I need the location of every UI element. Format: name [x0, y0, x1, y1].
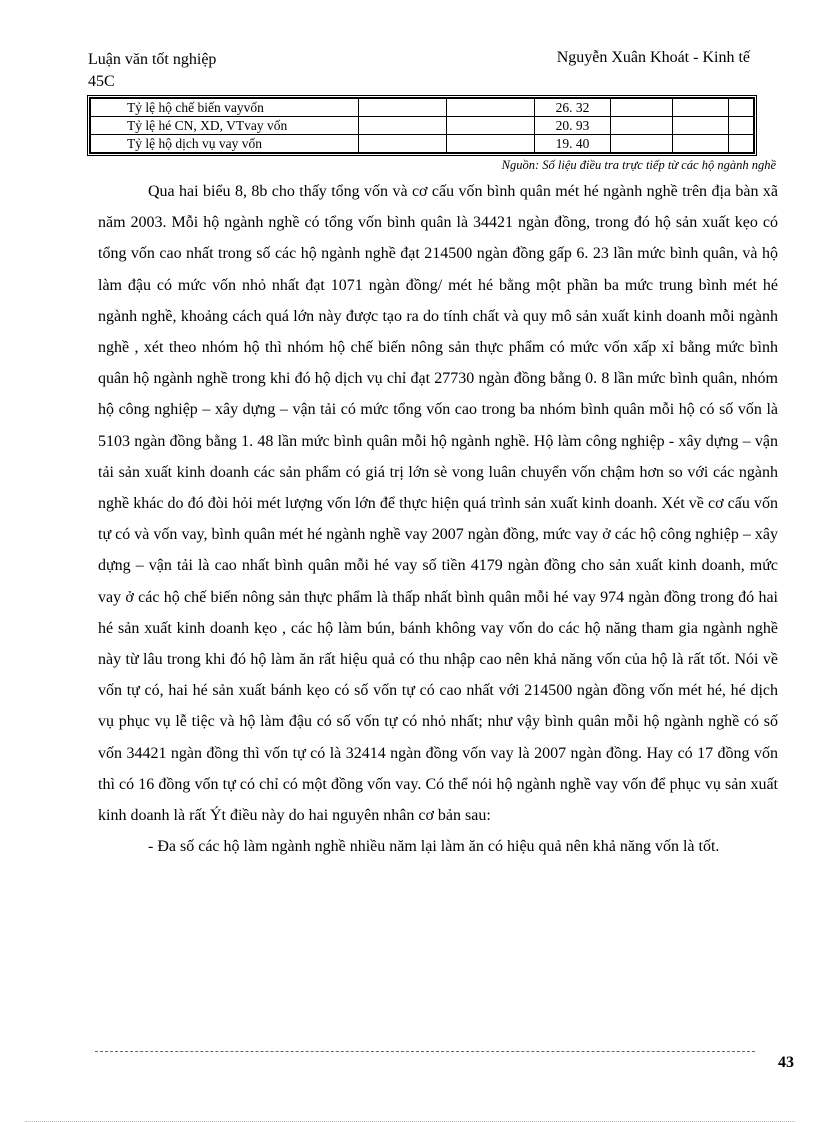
header-author: Nguyễn Xuân Khoát - Kinh tế — [556, 49, 750, 66]
data-table — [87, 95, 757, 156]
table-row — [91, 117, 754, 135]
table-row — [91, 135, 754, 153]
table-row — [91, 99, 754, 117]
header-left — [88, 49, 216, 93]
footer-divider — [95, 1051, 755, 1052]
bullet-paragraph: - Đa số các hộ làm ngành nghề nhiều năm lại làm ăn có hiệu quả nên khả năng vốn là tốt. — [148, 838, 720, 856]
row-value: 19. 40 — [535, 135, 611, 153]
row-value: 20. 93 — [535, 117, 611, 135]
row-label: Tỷ lệ hộ chế biến vayvốn — [91, 99, 359, 117]
header-thesis-title: Luận văn tốt nghiệp — [88, 51, 217, 68]
header-class: 45C — [88, 73, 115, 90]
table-source-note: Nguồn: Số liệu điều tra trực tiếp từ các hộ ngành nghề — [501, 158, 776, 172]
row-label: Tỷ lệ hộ dịch vụ vay vốn — [91, 135, 359, 153]
row-label: Tỷ lệ hé CN, XD, VTvay vốn — [91, 117, 359, 135]
page-number: 43 — [778, 1054, 794, 1071]
page-edge-divider — [25, 1121, 795, 1122]
paragraph: Qua hai biểu 8, 8b cho thấy tổng vốn và cơ cấu vốn bình quân mét hé ngành nghề trên địa bàn xã năm 2003. Mỗi hộ ngành nghề có tổng vốn bình quân là 34421 ngàn đồng, trong đó hộ sản xuất kẹo có tổng vốn cao nhất trong số các hộ ngành nghề đạt 214500 ngàn đồng gấp 6. 23 lần mức bình quân, và hộ làm đậu có mức vốn nhỏ nhất đạt 1071 ngàn đồng/ mét hé bằng một phần ba mức trung bình mét hé ngành nghề, khoảng cách quá lớn này được tạo ra do tính chất và quy mô sản xuất kinh doanh mỗi ngành nghề , xét theo nhóm hộ thì nhóm hộ chế biến nông sản thực phẩm có mức vốn xấp xỉ bằng mức bình quân hộ ngành nghề trong khi đó hộ dịch vụ chỉ đạt 27730 ngàn đồng bằng 0. 8 lần mức bình quân, nhóm hộ công nghiệp – xây dựng – vận tải có mức tổng vốn cao trong ba nhóm bình quân mỗi hộ có số vốn là 5103 ngàn đồng bằng 1. 48 lần mức bình quân mỗi hộ ngành nghề. Hộ làm công nghiệp - xây dựng – vận tải sản xuất kinh doanh các sản phẩm có giá trị lớn sè vong luân chuyển vốn chậm hơn so với các ngành nghề khác do đó đòi hỏi mét lượng vốn lớn để thực hiện quá trình sản xuất kinh doanh. Xét về cơ cấu vốn tự có và vốn vay, bình quân mét hé ngành nghề vay 2007 ngàn đồng, mức vay ở các hộ công nghiệp – xây dựng – vận tải là cao nhất bình quân mỗi hé vay số tiền 4179 ngàn đồng cho sản xuất kinh doanh, mức vay ở các hộ chế biến nông sản thực phẩm là thấp nhất bình quân mỗi hé vay 974 ngàn đồng trong đó hai hé sản xuất kinh doanh kẹo , các hộ làm bún, bánh không vay vốn do các hộ năng tham gia ngành nghề này từ lâu trong khi đó hộ làm ăn rất hiệu quả có thu nhập cao nên khả năng vốn của hộ là rất tốt. Nói về vốn tự có, hai hé sản xuất bánh kẹo có số vốn tự có cao nhất với 214500 ngàn đồng vốn mét hé, hé dịch vụ phục vụ lễ tiệc và hộ làm đậu có số vốn tự có nhỏ nhất; như vậy bình quân mỗi hộ ngành nghề có số vốn 34421 ngàn đồng thì vốn tự có là 32414 ngàn đồng vốn vay là 2007 ngàn đồng. Hay có 17 đồng vốn thì có 16 đồng vốn tự có chỉ có một đồng vốn vay. Có thể nói hộ ngành nghề vay vốn để phục vụ sản xuất kinh doanh là rất Ýt điều này do hai nguyên nhân cơ bản sau: — [98, 183, 778, 825]
body-text — [98, 176, 778, 862]
row-value: 26. 32 — [535, 99, 611, 117]
